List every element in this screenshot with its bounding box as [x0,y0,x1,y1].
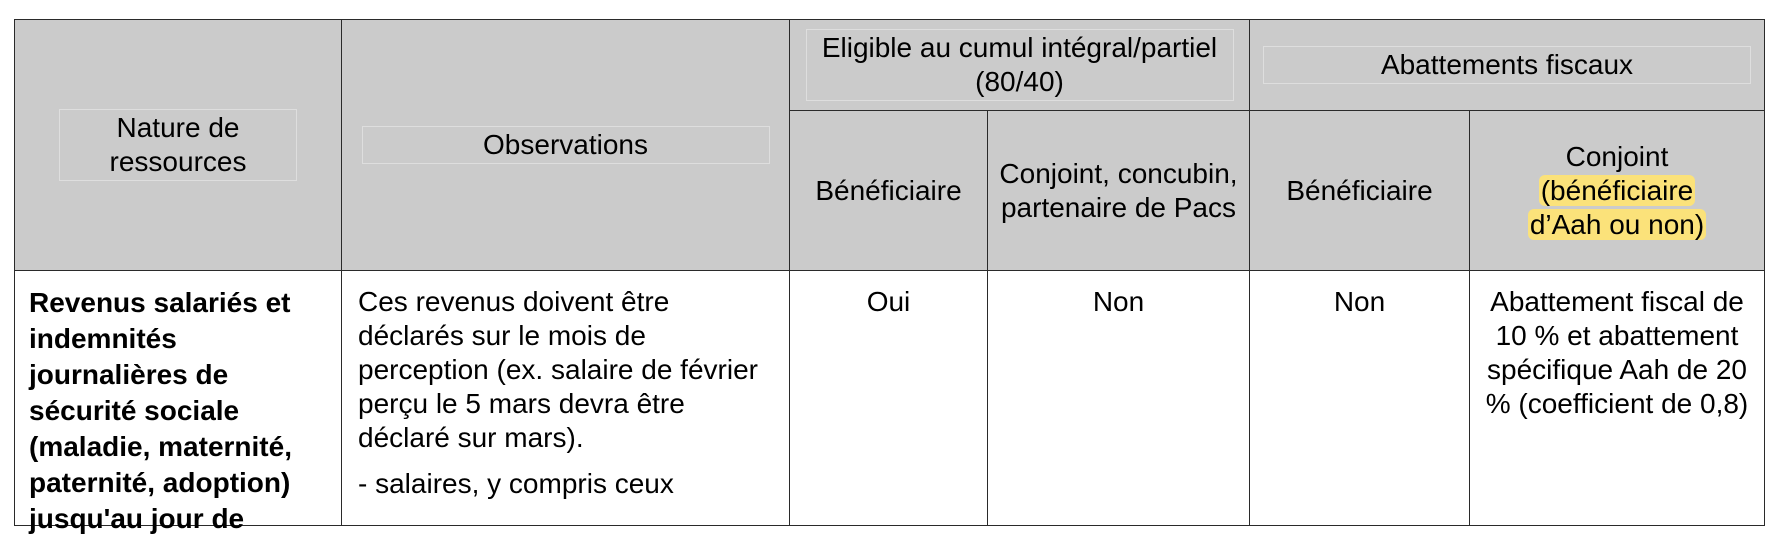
nature-text: Revenus salariés et indemnités journalières de sécurité sociale (maladie, maternité, paternité, adoption) jusqu'au jour de [29,287,292,534]
header-group-cumul-label: Eligible au cumul intégral/partiel (80/40) [806,29,1234,101]
header-abatt-beneficiaire: Bénéficiaire [1250,111,1470,271]
table-row [15,271,1765,526]
header-cumul-conjoint: Conjoint, concubin, partenaire de Pacs [988,111,1250,271]
header-group-abattements-label: Abattements fiscaux [1263,46,1751,84]
header-nature-label: Nature de ressources [59,109,297,181]
observation-paragraph-2: - salaires, y compris ceux [358,468,674,499]
observation-paragraph-1: Ces revenus doivent être déclarés sur le mois de perception (ex. salaire de février perçu le 5 mars devra être déclaré sur mars). [358,286,758,453]
cell-cumul-conjoint: Non [988,271,1250,526]
cell-observations [342,271,790,526]
highlighted-text-line2: d’Aah ou non) [1529,208,1705,240]
cell-abatt-conjoint [1470,271,1765,526]
header-group-abattements [1250,20,1765,111]
cell-abatt-beneficiaire: Non [1250,271,1470,526]
header-group-cumul [790,20,1250,111]
cell-nature [15,271,342,534]
resources-table [14,19,1765,534]
header-nature [15,20,342,271]
header-cumul-beneficiaire: Bénéficiaire [790,111,988,271]
header-abatt-conjoint [1470,111,1765,271]
header-observations [342,20,790,271]
header-abatt-conjoint-main: Conjoint [1565,140,1669,172]
abatt-conjoint-text: Abattement fiscal de 10 % et abattement spécifique Aah de 20 % (coefficient de 0,8) [1485,286,1749,419]
cell-cumul-beneficiaire: Oui [790,271,988,526]
highlighted-text-line1: (bénéficiaire [1540,174,1694,206]
header-observations-label: Observations [362,126,770,164]
